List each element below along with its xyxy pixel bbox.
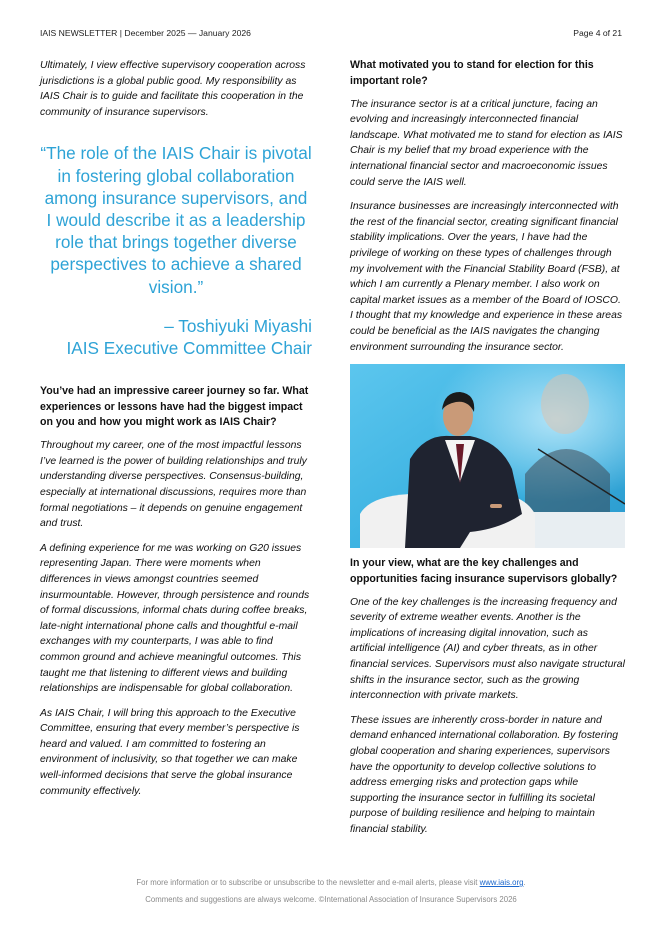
answer-paragraph: One of the key challenges is the increasing frequency and severity of extreme weather events. Another is the implications of increasing digital innovation, such as artificial intelligence (AI) and cyber threats, as in other financial services. Supervisors must also navigate structural shifts in the insurance sector, such as the growing interconnection with private markets. (350, 596, 625, 702)
right-column (350, 58, 625, 847)
question-challenges: In your view, what are the key challenges and opportunities facing insurance supervisors globally? (350, 557, 618, 585)
answer-paragraph: Insurance businesses are increasingly interconnected with the rest of the financial sector, creating significant financial stability implications. Over the years, I have had the privilege of working on these types of challenges through my involvement with the Financial Stability Board (FSB), at which I am currently a Plenary member. I also work on capital market issues as a member of the Board of IOSCO. I thought that my knowledge and experience in these areas could be beneficial as the IAIS navigates the changing environment surrounding the insurance sector. (350, 201, 623, 353)
answer-paragraph: As IAIS Chair, I will bring this approach to the Executive Committee, ensuring that every member’s perspective is heard and valued. I am committed to fostering an environment of inclusivity, so that together we can make well-informed decisions that serve the global insurance community effectively. (40, 707, 300, 797)
page-number: Page 4 of 21 (573, 28, 622, 38)
newsletter-title: IAIS NEWSLETTER | December 2025 — January 2026 (40, 28, 251, 38)
page-header (40, 28, 622, 42)
answer-paragraph: A defining experience for me was working on G20 issues representing Japan. There were moments when differences in views amongst countries seemed insurmountable. However, through persistence and rounds of formal discussions, informal chats during coffee breaks, late-night international phone calls and thoughtful e-mail exchanges with my counterparts, I was able to find common ground and achieve meaningful outcomes. This taught me that listening to different views and building relationships are indispensable for global collaboration. (40, 542, 310, 695)
answer-paragraph: The insurance sector is at a critical juncture, facing an evolving and increasingly interconnected financial landscape. What motivated me to stand for election as IAIS Chair is my belief that my broad experience with the international financial sector and macroeconomic issues could serve the IAIS well. (350, 98, 623, 188)
attribution-title: IAIS Executive Committee Chair (66, 338, 312, 359)
footer-subscribe-text: For more information or to subscribe or unsubscribe to the newsletter and e-mail alerts, please visit (136, 878, 480, 887)
pull-quote: “The role of the IAIS Chair is pivotal in fostering global collaboration among insurance supervisors, and I would describe it as a leadership role that brings together diverse perspectives to achieve a shared vision.” (40, 143, 312, 297)
question-career: You’ve had an impressive career journey so far. What experiences or lessons have had the biggest impact on you and how you might work as IAIS Chair? (40, 384, 309, 429)
question-motivation: What motivated you to stand for election for this important role? (350, 59, 594, 87)
attribution-name: – Toshiyuki Miyashi (164, 315, 312, 336)
left-column (40, 58, 312, 808)
footer-copyright: Comments and suggestions are always welcome. ©International Association of Insurance Supervisors 2026 (145, 895, 517, 904)
footer-line-subscribe (0, 874, 662, 891)
footer-period: . (523, 878, 526, 887)
iais-website-link[interactable]: www.iais.org (479, 878, 524, 887)
quote-attribution (40, 315, 312, 360)
answer-paragraph: Throughout my career, one of the most impactful lessons I’ve learned is the power of building relationships and truly understanding diverse perspectives. Consensus-building, especially at international discussions, requires more than formal negotiations – it depends on genuine engagement and trust. (40, 440, 307, 530)
intro-paragraph: Ultimately, I view effective supervisory cooperation across jurisdictions is a global public good. My responsibility as IAIS Chair is to guide and facilitate this cooperation in the community of insurance supervisors. (40, 60, 306, 118)
answer-paragraph: These issues are inherently cross-border in nature and demand enhanced international collaboration. By fostering global cooperation and sharing experiences, supervisors have the opportunity to develop collective solutions to address emerging risks and protection gaps while supporting the insurance sector in fulfilling its societal purpose of building resilience and helping to maintain financial stability. (350, 714, 619, 835)
speaker-photo (350, 364, 625, 548)
page-footer (0, 874, 662, 908)
